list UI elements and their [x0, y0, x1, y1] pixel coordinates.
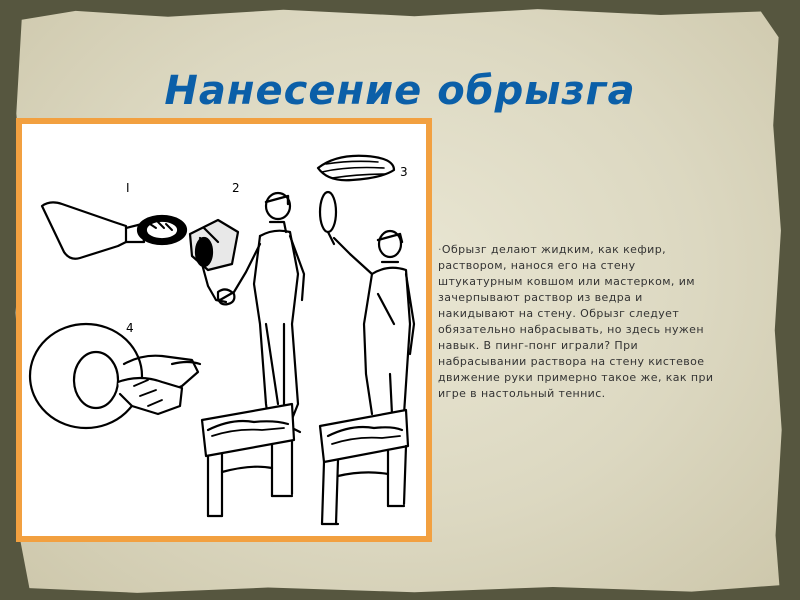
scoop-icon	[42, 202, 126, 258]
paragraph-line: штукатурным ковшом или мастерком, им	[438, 275, 695, 288]
fig-label-1: I	[126, 181, 130, 195]
paragraph-line: игре в настольный теннис.	[438, 387, 606, 400]
paragraph-line: движение руки примерно такое же, как при	[438, 371, 714, 384]
paragraph-line: навык. В пинг-понг играли? При	[438, 339, 639, 352]
mortar-box-1	[202, 404, 294, 516]
illustration	[22, 124, 426, 536]
plastering-illustration	[22, 124, 426, 536]
paragraph-line: ·Обрызг делают жидким, как кефир,	[438, 243, 666, 256]
paragraph-line: накидывают на стену. Обрызг следует	[438, 307, 680, 320]
bullet-glyph: ·	[438, 243, 442, 256]
falcon-icon	[30, 324, 142, 428]
paragraph-line: обязательно набрасывать, но здесь нужен	[438, 323, 704, 336]
slide-title: Нанесение обрызга	[164, 68, 636, 114]
body-paragraph	[438, 242, 768, 402]
fig-label-4: 4	[126, 321, 134, 335]
worker-2-figure	[334, 231, 414, 414]
illustration-frame	[16, 118, 432, 542]
paragraph-line: набрасывании раствора на стену кистевое	[438, 355, 705, 368]
paragraph-line: раствором, нанося его на стену	[438, 259, 636, 272]
fig-label-3: 3	[400, 165, 408, 179]
fig-label-2: 2	[232, 181, 240, 195]
paragraph-line: зачерпывают раствор из ведра и	[438, 291, 643, 304]
mortar-box-2	[320, 410, 408, 524]
